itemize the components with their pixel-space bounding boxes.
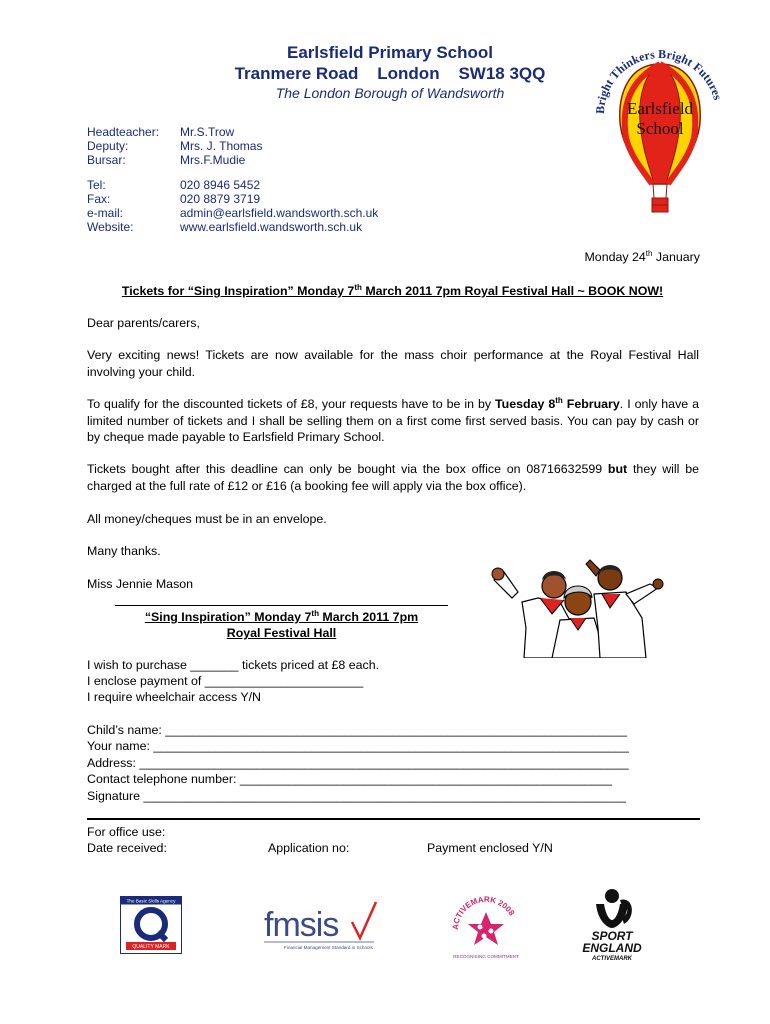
svg-text:ACTIVEMARK 2008: ACTIVEMARK 2008 (450, 894, 517, 931)
date-received-label: Date received: (87, 841, 167, 855)
fax-value: 020 8879 3719 (180, 192, 261, 206)
school-address: Tranmere Road London SW18 3QQ (234, 64, 546, 83)
activemark-logo (448, 890, 524, 964)
tel-value: 020 8946 5452 (180, 178, 261, 192)
office-use-divider (87, 818, 700, 820)
payment-amount-line[interactable]: I enclose payment of _______________________ (87, 674, 364, 688)
paragraph-4: All money/cheques must be in an envelope. (87, 512, 327, 526)
borough: The London Borough of Wandsworth (275, 85, 505, 101)
telephone-field[interactable]: Contact telephone number: ______________________________________________________ (87, 772, 613, 786)
svg-text:ENGLAND: ENGLAND (582, 941, 642, 955)
paragraph-3: Tickets bought after this deadline can only be bought via the box office on 08716632599 but they will be charged at the full rate of £12 or £16 (a booking fee will apply via the box office). (87, 462, 699, 493)
svg-text:fmsis: fmsis (264, 906, 339, 944)
fmsis-logo (262, 898, 380, 954)
svg-text:The Basic Skills Agency: The Basic Skills Agency (126, 898, 176, 904)
sport-england-logo (574, 888, 656, 964)
staff-role: Bursar: (87, 153, 126, 167)
logo-line1: Earlsfield (626, 99, 694, 118)
payment-enclosed-label: Payment enclosed Y/N (427, 841, 553, 855)
childs-name-field[interactable]: Child’s name: ___________________________________________________________________ (87, 723, 627, 737)
application-no-label: Application no: (268, 841, 350, 855)
salutation: Dear parents/carers, (87, 316, 200, 330)
school-name: Earlsfield Primary School (287, 43, 493, 62)
closing: Many thanks. (87, 544, 161, 558)
staff-name: Mrs.F.Mudie (180, 153, 246, 167)
contact-label: e-mail: (87, 206, 124, 220)
your-name-field[interactable]: Your name: _____________________________________________________________________ (87, 739, 629, 753)
paragraph-2: To qualify for the discounted tickets of £8, your requests have to be in by Tuesday 8th February. I only have a limited number of tickets and I shall be selling them on a first come first served basis. You can pay by cash or by cheque made payable to Earlsfield Primary School. (87, 395, 700, 444)
address-field[interactable]: Address: _______________________________________________________________________ (87, 756, 629, 770)
svg-text:QUALITY MARK: QUALITY MARK (132, 944, 170, 950)
logo-line2: School (636, 119, 684, 138)
svg-text:ACTIVEMARK: ACTIVEMARK (592, 956, 632, 962)
slip-venue: Royal Festival Hall (226, 626, 337, 640)
contact-label: Fax: (87, 192, 111, 206)
staff-name: Mrs. J. Thomas (180, 139, 263, 153)
letter-date: Monday 24th January (584, 248, 700, 264)
signature-field[interactable]: Signature ______________________________________________________________________ (87, 789, 626, 803)
svg-text:SPORT: SPORT (591, 929, 633, 943)
logo-arc-text: Bright Thinkers Bright Futures (592, 46, 725, 115)
website-link[interactable]: www.earlsfield.wandsworth.sch.uk (180, 220, 363, 234)
slip-divider (115, 605, 448, 606)
slip-title: “Sing Inspiration” Monday 7th March 2011 7pm (144, 608, 419, 624)
letter-subject: Tickets for “Sing Inspiration” Monday 7th March 2011 7pm Royal Festival Hall ~ BOOK NOW! (121, 282, 664, 298)
school-balloon-logo (590, 42, 725, 222)
choir-singers-image (482, 558, 672, 658)
signature-name: Miss Jennie Mason (87, 577, 194, 591)
paragraph-1: Very exciting news! Tickets are now available for the mass choir performance at the Royal Festival Hall involving your child. (87, 348, 699, 379)
email-link[interactable]: admin@earlsfield.wandsworth.sch.uk (180, 206, 379, 220)
svg-text:RECOGNISING COMMITMENT: RECOGNISING COMMITMENT (453, 954, 519, 959)
staff-name: Mr.S.Trow (180, 125, 235, 139)
staff-role: Deputy: (87, 139, 129, 153)
contact-label: Website: (87, 220, 134, 234)
wheelchair-access-line[interactable]: I require wheelchair access Y/N (87, 690, 262, 704)
office-use-label: For office use: (87, 825, 166, 839)
svg-text:Financial Management Standard: Financial Management Standard in Schools (284, 945, 373, 950)
purchase-quantity-line[interactable]: I wish to purchase _______ tickets priced at £8 each. (87, 658, 380, 672)
contact-label: Tel: (87, 178, 106, 192)
staff-role: Headteacher: (87, 125, 160, 139)
quality-mark-logo (120, 896, 182, 954)
